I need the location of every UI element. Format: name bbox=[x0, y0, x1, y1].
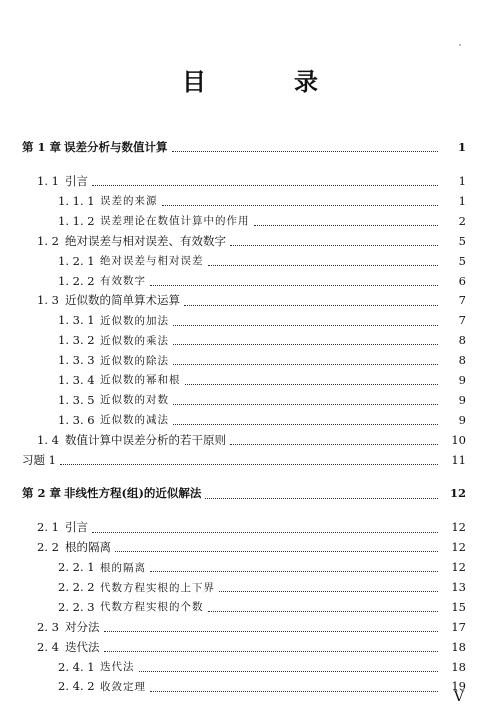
toc-entry-title: 根的隔离 bbox=[100, 561, 146, 574]
toc-entry[interactable] bbox=[0, 657, 500, 677]
toc-entry[interactable] bbox=[0, 391, 500, 411]
toc-entry-title: 近似数的对数 bbox=[100, 394, 169, 407]
toc-entry-number: 1. 3. 2 bbox=[58, 333, 95, 348]
toc-entry-title: 代数方程实根的个数 bbox=[100, 601, 204, 614]
toc-entry-number: 1. 3. 1 bbox=[58, 313, 95, 328]
toc-page-number: 2 bbox=[458, 213, 466, 228]
toc-entry[interactable] bbox=[0, 618, 500, 638]
toc-page-number: 17 bbox=[451, 619, 466, 634]
toc-entry-number: 1. 3. 6 bbox=[58, 412, 95, 427]
dot-leader bbox=[104, 651, 439, 652]
dot-leader bbox=[150, 285, 438, 286]
toc-entry-title: 误差分析与数值计算 bbox=[64, 140, 168, 155]
dot-leader bbox=[173, 344, 438, 345]
dot-leader bbox=[92, 532, 438, 533]
toc-entry-title: 对分法 bbox=[65, 619, 100, 634]
toc-entry-title: 根的隔离 bbox=[65, 540, 111, 555]
toc-chapter-entry[interactable] bbox=[0, 138, 500, 158]
toc-page-number: 7 bbox=[458, 313, 466, 328]
toc-page-number: 1 bbox=[458, 174, 466, 189]
dot-leader bbox=[205, 498, 438, 499]
toc-page-number: 5 bbox=[458, 253, 466, 268]
table-of-contents bbox=[0, 138, 500, 697]
toc-entry-number: 2. 2. 2 bbox=[58, 580, 95, 594]
toc-entry-title: 绝对误差与相对误差 bbox=[100, 255, 204, 268]
dot-leader bbox=[150, 691, 438, 692]
toc-entry-title: 近似数的幂和根 bbox=[100, 374, 181, 387]
toc-entry-number: 1. 2. 1 bbox=[58, 253, 95, 268]
toc-entry[interactable] bbox=[0, 518, 500, 538]
toc-entry-title: 迭代法 bbox=[65, 639, 100, 654]
toc-entry[interactable] bbox=[0, 450, 500, 470]
toc-page-number: 8 bbox=[458, 353, 466, 368]
toc-entry-number: 2. 3 bbox=[37, 619, 59, 634]
dot-leader bbox=[139, 671, 439, 672]
toc-page-number: 9 bbox=[458, 412, 466, 427]
toc-entry-number: 2. 2. 1 bbox=[58, 560, 95, 575]
toc-entry-number: 1. 2 bbox=[37, 233, 59, 248]
toc-entry[interactable] bbox=[0, 430, 500, 450]
dot-leader bbox=[173, 325, 438, 326]
toc-entry-title: 近似数的除法 bbox=[100, 354, 169, 367]
page-folio: V bbox=[453, 689, 464, 705]
toc-entry[interactable] bbox=[0, 637, 500, 657]
toc-entry[interactable] bbox=[0, 271, 500, 291]
toc-entry-number: 2. 2 bbox=[37, 540, 59, 555]
dot-leader bbox=[150, 571, 438, 572]
dot-leader bbox=[208, 265, 439, 266]
scan-speck bbox=[459, 44, 461, 46]
toc-entry[interactable] bbox=[0, 371, 500, 391]
toc-spacer bbox=[0, 158, 500, 172]
toc-entry-title: 引言 bbox=[65, 174, 88, 189]
toc-page-number: 12 bbox=[451, 520, 466, 535]
toc-page-number: 7 bbox=[458, 293, 466, 308]
toc-entry[interactable] bbox=[0, 598, 500, 618]
toc-entry[interactable] bbox=[0, 411, 500, 431]
toc-entry-number: 1. 3. 3 bbox=[58, 353, 95, 368]
toc-entry-number: 1. 1. 2 bbox=[58, 213, 95, 228]
toc-page-number: 11 bbox=[451, 452, 466, 467]
toc-entry[interactable] bbox=[0, 538, 500, 558]
toc-page-number: 10 bbox=[451, 432, 466, 447]
toc-entry[interactable] bbox=[0, 232, 500, 252]
dot-leader bbox=[208, 611, 439, 612]
toc-entry-number: 第 2 章 bbox=[22, 486, 62, 501]
toc-entry[interactable] bbox=[0, 578, 500, 598]
toc-entry-title: 近似数的乘法 bbox=[100, 334, 169, 347]
toc-entry-number: 1. 3 bbox=[37, 293, 59, 308]
dot-leader bbox=[92, 185, 438, 186]
dot-leader bbox=[185, 384, 439, 385]
toc-entry-number: 2. 4 bbox=[37, 639, 59, 654]
dot-leader bbox=[230, 444, 438, 445]
toc-entry[interactable] bbox=[0, 311, 500, 331]
toc-entry-title: 非线性方程(组)的近似解法 bbox=[64, 486, 202, 501]
toc-entry-number: 1. 2. 2 bbox=[58, 273, 95, 288]
dot-leader bbox=[230, 245, 438, 246]
toc-entry-title: 近似数的加法 bbox=[100, 314, 169, 327]
toc-spacer bbox=[0, 504, 500, 518]
toc-page-number: 12 bbox=[451, 560, 466, 575]
toc-entry-number: 1. 1. 1 bbox=[58, 193, 95, 208]
toc-entry-title: 数值计算中误差分析的若干原则 bbox=[65, 432, 226, 447]
dot-leader bbox=[104, 631, 439, 632]
toc-page-number: 1 bbox=[458, 193, 466, 208]
dot-leader bbox=[172, 151, 439, 152]
dot-leader bbox=[219, 591, 438, 592]
toc-entry[interactable] bbox=[0, 677, 500, 697]
page-title: 目 录 bbox=[182, 67, 350, 96]
toc-page-number: 12 bbox=[451, 540, 466, 555]
toc-entry-number: 2. 1 bbox=[37, 520, 59, 535]
dot-leader bbox=[254, 225, 439, 226]
toc-entry-title: 近似数的简单算术运算 bbox=[65, 293, 180, 308]
toc-page-number: 8 bbox=[458, 333, 466, 348]
toc-entry[interactable] bbox=[0, 558, 500, 578]
toc-entry-number: 2. 4. 1 bbox=[58, 659, 95, 674]
toc-page-number: 9 bbox=[458, 392, 466, 407]
toc-page-number: 6 bbox=[458, 273, 466, 288]
toc-entry-title: 绝对误差与相对误差、有效数字 bbox=[65, 233, 226, 248]
toc-page-number: 12 bbox=[449, 486, 466, 501]
toc-entry-title: 习题 1 bbox=[22, 452, 56, 467]
dot-leader bbox=[173, 424, 438, 425]
toc-chapter-entry[interactable] bbox=[0, 484, 500, 504]
dot-leader bbox=[184, 305, 438, 306]
toc-page-number: 19 bbox=[451, 679, 466, 694]
dot-leader bbox=[173, 364, 438, 365]
toc-page-number: 9 bbox=[458, 372, 466, 387]
toc-entry-title: 误差理论在数值计算中的作用 bbox=[100, 215, 250, 228]
dot-leader bbox=[60, 464, 438, 465]
toc-entry-title: 有效数字 bbox=[100, 275, 146, 288]
toc-page-number: 18 bbox=[451, 639, 466, 654]
toc-entry[interactable] bbox=[0, 251, 500, 271]
toc-page-number: 5 bbox=[458, 233, 466, 248]
toc-entry-number: 1. 1 bbox=[37, 174, 59, 189]
toc-page-number: 13 bbox=[451, 580, 466, 594]
toc-entry[interactable] bbox=[0, 172, 500, 192]
toc-entry[interactable] bbox=[0, 192, 500, 212]
toc-entry-title: 误差的来源 bbox=[100, 195, 158, 208]
toc-entry[interactable] bbox=[0, 331, 500, 351]
toc-entry-title: 近似数的减法 bbox=[100, 414, 169, 427]
toc-entry-number: 2. 2. 3 bbox=[58, 599, 95, 614]
toc-entry-number: 第 1 章 bbox=[22, 140, 62, 155]
dot-leader bbox=[162, 205, 439, 206]
toc-page-number: 18 bbox=[451, 659, 466, 674]
toc-entry[interactable] bbox=[0, 351, 500, 371]
toc-entry-title: 代数方程实根的上下界 bbox=[100, 581, 215, 594]
toc-entry[interactable] bbox=[0, 291, 500, 311]
toc-page-number: 15 bbox=[451, 599, 466, 614]
dot-leader bbox=[115, 551, 438, 552]
toc-entry-title: 收敛定理 bbox=[100, 680, 146, 693]
toc-entry-title: 引言 bbox=[65, 520, 88, 535]
toc-spacer bbox=[0, 470, 500, 484]
toc-entry-title: 迭代法 bbox=[100, 661, 135, 674]
toc-entry-number: 1. 3. 4 bbox=[58, 372, 95, 387]
toc-entry-number: 2. 4. 2 bbox=[58, 679, 95, 694]
toc-entry[interactable] bbox=[0, 212, 500, 232]
dot-leader bbox=[173, 404, 438, 405]
toc-entry-number: 1. 4 bbox=[37, 432, 59, 447]
toc-entry-number: 1. 3. 5 bbox=[58, 392, 95, 407]
toc-page-number: 1 bbox=[457, 140, 466, 155]
